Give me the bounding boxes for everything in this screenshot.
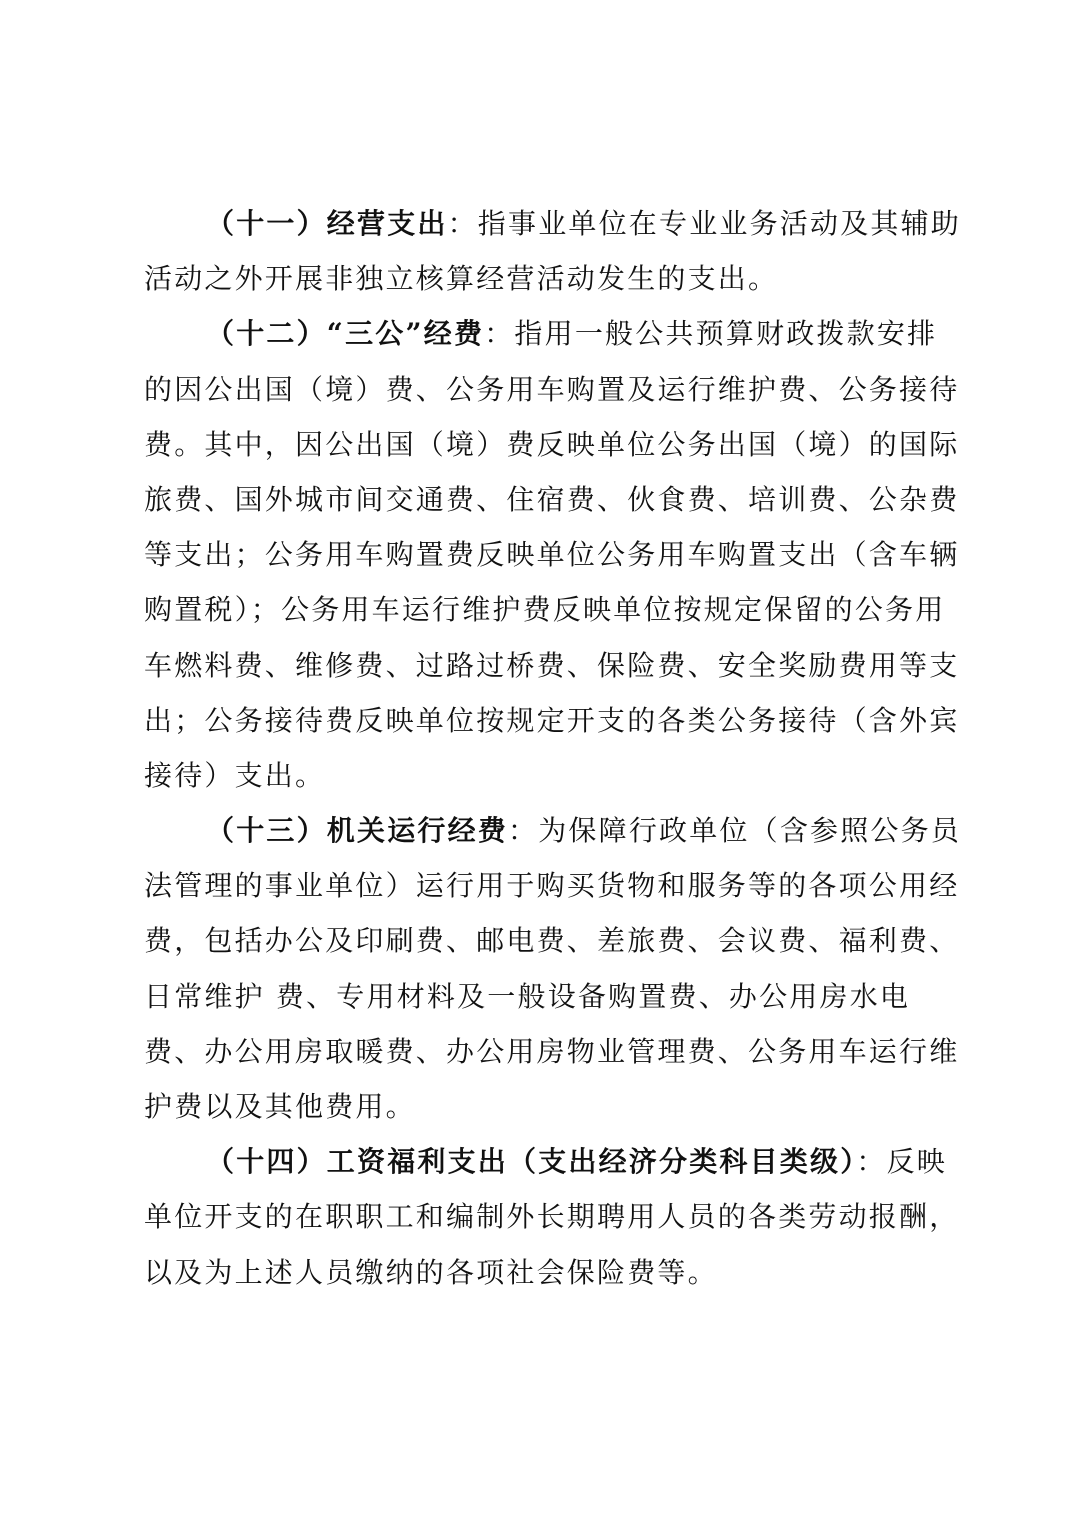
section-13-line-2: 法管理的事业单位）运行用于购买货物和服务等的各项公用经 xyxy=(144,869,960,903)
section-12-line-1 xyxy=(144,306,938,361)
section-13 xyxy=(144,803,962,1134)
section-11-line-1 xyxy=(144,196,962,251)
section-13-heading: （十三）机关运行经费 xyxy=(206,814,509,848)
section-12-line-3: 费。其中，因公出国（境）费反映单位公务出国（境）的国际 xyxy=(144,427,960,461)
section-13-line-5: 费、办公用房取暖费、办公用房物业管理费、公务用车运行维 xyxy=(144,1034,960,1068)
section-12 xyxy=(144,306,960,803)
section-14 xyxy=(144,1134,960,1300)
section-12-line-2: 的因公出国（境）费、公务用车购置及运行维护费、公务接待 xyxy=(144,372,960,406)
section-12-line-6: 购置税）；公务用车运行维护费反映单位按规定保留的公务用 xyxy=(144,593,946,627)
section-11-line-2: 活动之外开展非独立核算经营活动发生的支出。 xyxy=(144,262,779,296)
section-12-line-4: 旅费、国外城市间交通费、住宿费、伙食费、培训费、公杂费 xyxy=(144,482,960,516)
section-12-line-8: 出；公务接待费反映单位按规定开支的各类公务接待（含外宾 xyxy=(144,703,960,737)
section-14-text: ：反映 xyxy=(856,1145,948,1179)
document-body xyxy=(144,196,962,1300)
section-13-line-1 xyxy=(144,803,962,858)
section-14-line-1 xyxy=(144,1134,948,1189)
section-13-line-3: 费，包括办公及印刷费、邮电费、差旅费、会议费、福利费、 xyxy=(144,924,960,958)
section-12-line-5: 等支出；公务用车购置费反映单位公务用车购置支出（含车辆 xyxy=(144,538,960,572)
section-14-heading: （十四）工资福利支出（支出经济分类科目类级） xyxy=(206,1145,857,1179)
section-12-text: ：指用一般公共预算财政拨款安排 xyxy=(484,317,938,351)
section-13-text: ：为保障行政单位（含参照公务员 xyxy=(508,814,962,848)
section-13-line-6: 护费以及其他费用。 xyxy=(144,1090,416,1123)
section-11-heading: （十一）经营支出 xyxy=(206,207,448,240)
section-13-line-4: 日常维护 费、专用材料及一般设备购置费、办公用房水电 xyxy=(144,979,911,1013)
section-11 xyxy=(144,196,962,306)
section-14-line-2: 单位开支的在职职工和编制外长期聘用人员的各类劳动报酬， xyxy=(144,1200,960,1234)
section-12-line-9: 接待）支出。 xyxy=(144,758,326,792)
section-14-line-3: 以及为上述人员缴纳的各项社会保险费等。 xyxy=(144,1255,718,1289)
section-11-text: ：指事业单位在专业业务活动及其辅助 xyxy=(447,207,962,240)
section-12-line-7: 车燃料费、维修费、过路过桥费、保险费、安全奖励费用等支 xyxy=(144,648,960,682)
section-12-heading: （十二）“三公”经费 xyxy=(206,317,485,351)
